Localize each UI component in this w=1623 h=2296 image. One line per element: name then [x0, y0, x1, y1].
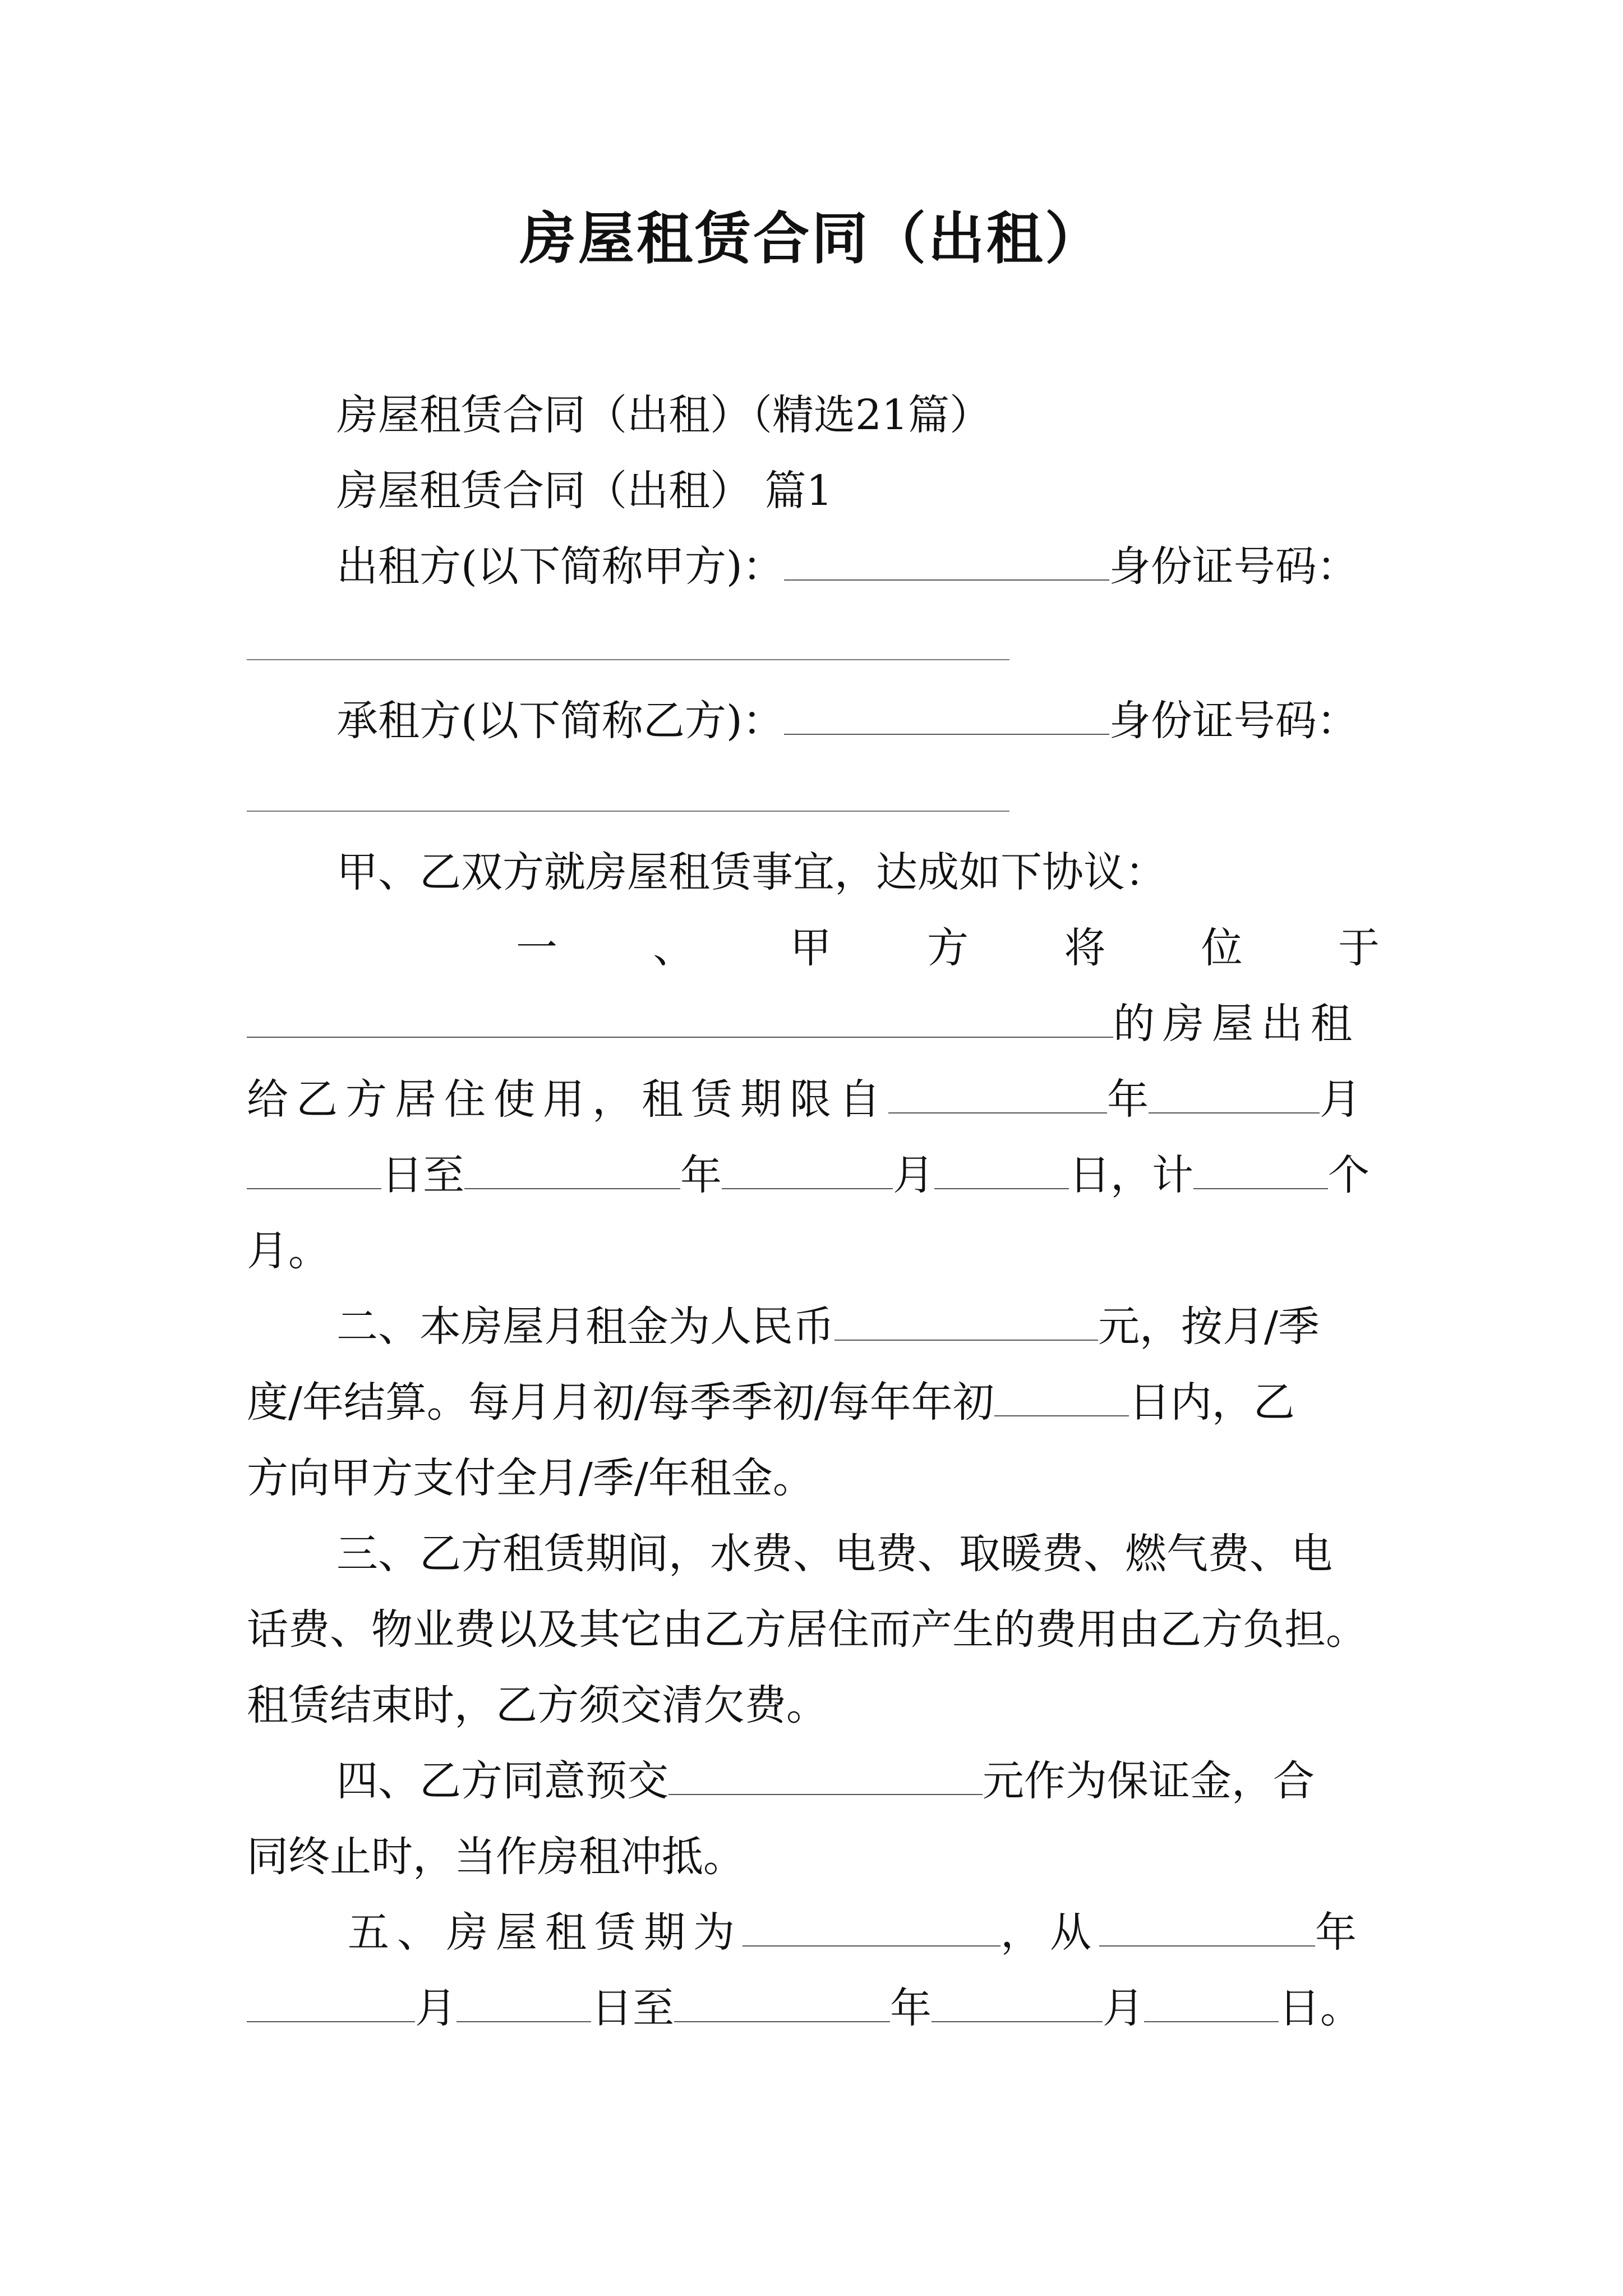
end-month-label: 月	[893, 1151, 934, 1199]
end-day-label: 日，计	[1069, 1151, 1193, 1199]
term-start-day-label: 日至	[591, 1984, 674, 2032]
clause2-l1-text: 二、本房屋月租金为人民币	[336, 1303, 834, 1351]
clause1-char: 甲	[790, 924, 832, 972]
clause5-l1-text: 五、房屋租赁期为	[348, 1908, 743, 1957]
clause1-line5: 月。	[247, 1227, 330, 1275]
deposit-amount-blank[interactable]	[668, 1757, 983, 1795]
clause1-char: 一	[516, 924, 557, 972]
clause1-line4	[247, 1147, 1391, 1203]
start-month-blank[interactable]	[1149, 1075, 1320, 1114]
term-end-month-label: 月	[1103, 1984, 1144, 2032]
rent-amount-blank[interactable]	[834, 1303, 1098, 1341]
start-year-label: 年	[1107, 1075, 1149, 1124]
lessee-id-blank[interactable]	[247, 811, 1009, 812]
property-location-blank[interactable]	[247, 1000, 1113, 1038]
clause1-line3	[247, 1071, 1391, 1128]
months-unit-label: 个	[1328, 1151, 1370, 1199]
clause1-l3-text: 给乙方居住使用，租赁期限自	[247, 1075, 888, 1124]
term-start-year-label: 年	[1315, 1908, 1357, 1957]
term-end-day-label: 日。	[1279, 1984, 1362, 2032]
lessor-name-blank[interactable]	[784, 542, 1109, 581]
clause4-l1-tail: 元作为保证金，合	[983, 1757, 1315, 1805]
clause1-char: 于	[1338, 924, 1380, 972]
clause3-line3: 租赁结束时，乙方须交清欠费。	[247, 1681, 828, 1729]
term-start-month-label: 月	[415, 1984, 457, 2032]
clause2-l1-tail: 元，按月/季	[1098, 1303, 1320, 1351]
start-year-blank[interactable]	[888, 1075, 1107, 1114]
lessee-label: 承租方(以下简称乙方)：	[336, 697, 784, 745]
term-end-day-blank[interactable]	[1144, 1984, 1279, 2022]
lessee-name-blank[interactable]	[784, 697, 1109, 735]
subtitle: 房屋租赁合同（出租）（精选21篇）	[336, 391, 992, 439]
lessor-id-blank[interactable]	[247, 659, 1009, 660]
clause2-line1	[336, 1299, 1481, 1355]
start-day-blank[interactable]	[247, 1151, 381, 1189]
document-title: 房屋租赁合同（出租）	[520, 205, 1103, 272]
end-day-blank[interactable]	[934, 1151, 1069, 1189]
term-start-year-blank[interactable]	[1099, 1908, 1315, 1947]
clause1-char: 方	[926, 924, 969, 972]
clause1-char: 将	[1064, 924, 1106, 972]
term-end-year-blank[interactable]	[674, 1984, 890, 2022]
clause1-char: 位	[1201, 924, 1243, 972]
lessor-label: 出租方(以下简称甲方)：	[336, 542, 784, 591]
clause1-l2-tail: 的房屋出租	[1113, 1000, 1360, 1048]
term-start-month-blank[interactable]	[247, 1984, 415, 2022]
end-year-label: 年	[680, 1151, 722, 1199]
lessee-line	[336, 693, 1396, 749]
clause2-line2	[247, 1374, 1391, 1430]
clause2-l2-tail: 日内，乙	[1128, 1378, 1295, 1427]
clause4-l1-text: 四、乙方同意预交	[336, 1757, 668, 1805]
clause5-l1-from: ，从	[1000, 1908, 1099, 1957]
lease-term-blank[interactable]	[743, 1908, 1000, 1947]
clause4-line2: 同终止时，当作房租冲抵。	[247, 1833, 745, 1881]
start-day-label: 日至	[381, 1151, 464, 1199]
lessor-line	[336, 539, 1396, 595]
lessor-id-label: 身份证号码：	[1109, 542, 1358, 591]
clause1-line1	[516, 920, 1380, 976]
clause3-line2: 话费、物业费以及其它由乙方居住而产生的费用由乙方负担。	[247, 1605, 1367, 1654]
clause5-line2	[247, 1980, 1391, 2036]
clause3-line1: 三、乙方租赁期间，水费、电费、取暖费、燃气费、电	[336, 1530, 1332, 1578]
clause1-char: 、	[653, 924, 695, 972]
months-count-blank[interactable]	[1193, 1151, 1328, 1189]
term-end-year-label: 年	[890, 1984, 932, 2032]
clause2-l2-text: 度/年结算。每月月初/每季季初/每年年初	[247, 1378, 994, 1427]
clause5-line1	[348, 1904, 1492, 1961]
start-month-label: 月	[1320, 1075, 1361, 1124]
payment-days-blank[interactable]	[994, 1378, 1129, 1416]
term-end-month-blank[interactable]	[932, 1984, 1103, 2022]
clause2-line3: 方向甲方支付全月/季/年租金。	[247, 1454, 814, 1502]
clause4-line1	[336, 1753, 1481, 1809]
lessee-id-label: 身份证号码：	[1109, 697, 1358, 745]
piece-heading: 房屋租赁合同（出租） 篇1	[336, 467, 833, 515]
end-month-blank[interactable]	[722, 1151, 893, 1189]
term-start-day-blank[interactable]	[457, 1984, 591, 2022]
end-year-blank[interactable]	[464, 1151, 680, 1189]
clause1-line2	[247, 996, 1391, 1052]
agreement-intro: 甲、乙双方就房屋租赁事宜，达成如下协议：	[336, 848, 1166, 896]
